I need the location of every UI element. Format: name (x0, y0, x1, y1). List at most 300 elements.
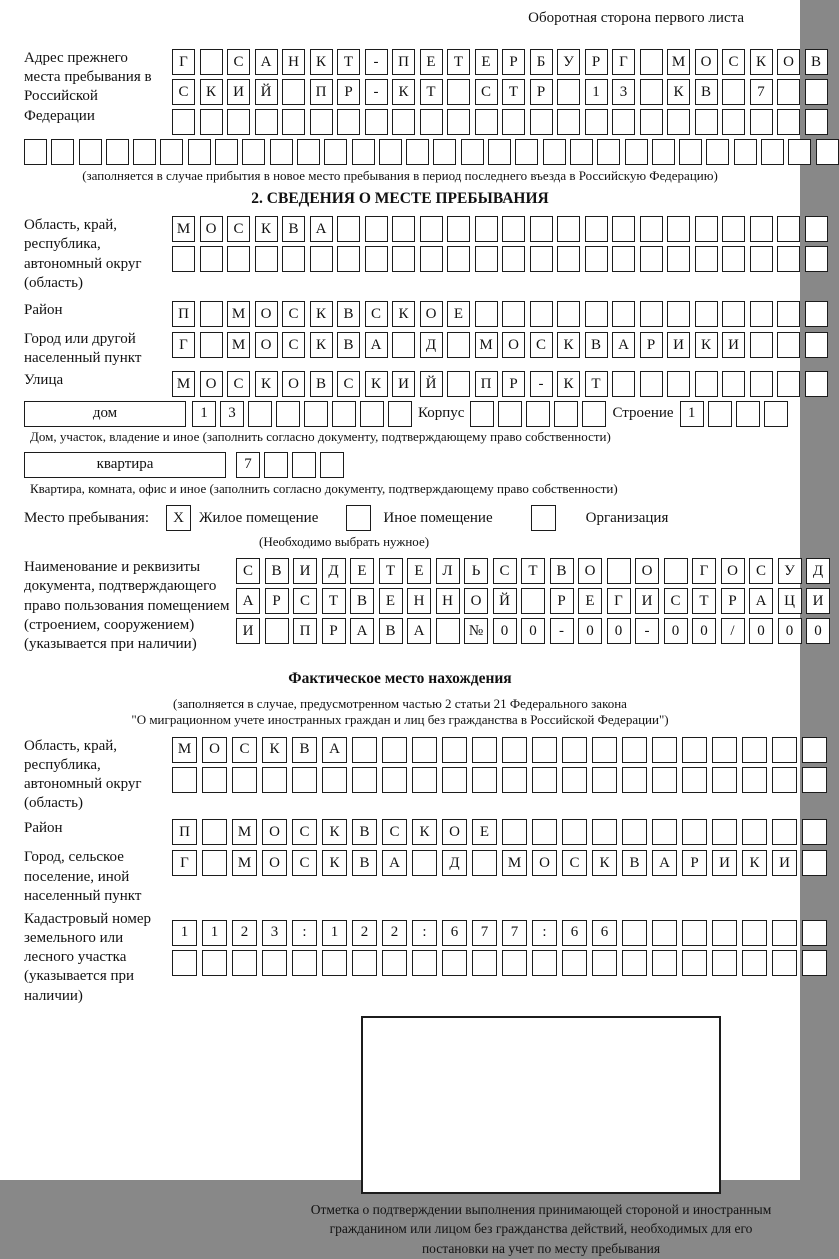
form-cell[interactable] (750, 246, 773, 272)
form-cell[interactable]: 3 (612, 79, 635, 105)
form-cell[interactable] (612, 301, 635, 327)
form-cell[interactable]: 0 (749, 618, 773, 644)
form-cell[interactable]: 6 (592, 920, 617, 946)
form-cell[interactable] (667, 301, 690, 327)
form-cell[interactable] (557, 301, 580, 327)
form-cell[interactable]: С (282, 332, 305, 358)
form-cell[interactable]: К (255, 371, 278, 397)
form-cell[interactable] (447, 79, 470, 105)
form-cell[interactable] (622, 950, 647, 976)
form-cell[interactable]: С (292, 819, 317, 845)
form-cell[interactable] (502, 246, 525, 272)
form-cell[interactable] (562, 737, 587, 763)
form-cell[interactable]: К (255, 216, 278, 242)
checkbox-organizatsiya[interactable] (531, 505, 556, 531)
form-cell[interactable] (360, 401, 384, 427)
form-cell[interactable] (772, 767, 797, 793)
form-cell[interactable] (712, 737, 737, 763)
form-cell[interactable]: К (557, 371, 580, 397)
form-cell[interactable] (227, 246, 250, 272)
form-cell[interactable] (320, 452, 344, 478)
form-cell[interactable] (562, 819, 587, 845)
form-cell[interactable] (337, 246, 360, 272)
form-cell[interactable] (772, 737, 797, 763)
form-cell[interactable]: Е (475, 49, 498, 75)
form-cell[interactable] (557, 246, 580, 272)
form-cell[interactable] (502, 950, 527, 976)
form-cell[interactable] (227, 109, 250, 135)
form-cell[interactable]: Р (585, 49, 608, 75)
form-cell[interactable]: 1 (202, 920, 227, 946)
form-cell[interactable]: М (227, 332, 250, 358)
form-cell[interactable]: О (777, 49, 800, 75)
form-cell[interactable] (530, 246, 553, 272)
form-cell[interactable] (612, 371, 635, 397)
form-cell[interactable] (322, 767, 347, 793)
form-cell[interactable] (436, 618, 460, 644)
form-cell[interactable]: О (442, 819, 467, 845)
form-cell[interactable]: К (742, 850, 767, 876)
form-cell[interactable]: С (493, 558, 517, 584)
form-cell[interactable] (232, 767, 257, 793)
form-cell[interactable]: Й (255, 79, 278, 105)
form-cell[interactable] (532, 819, 557, 845)
form-cell[interactable]: Н (436, 588, 460, 614)
form-cell[interactable] (592, 737, 617, 763)
form-cell[interactable]: С (172, 79, 195, 105)
form-cell[interactable]: Р (721, 588, 745, 614)
form-cell[interactable] (292, 950, 317, 976)
form-cell[interactable] (255, 109, 278, 135)
form-cell[interactable]: Й (493, 588, 517, 614)
form-cell[interactable] (582, 401, 606, 427)
form-cell[interactable] (640, 301, 663, 327)
form-cell[interactable] (502, 216, 525, 242)
form-cell[interactable]: Р (322, 618, 346, 644)
form-cell[interactable] (412, 737, 437, 763)
form-cell[interactable]: Е (472, 819, 497, 845)
form-cell[interactable]: А (407, 618, 431, 644)
form-cell[interactable] (172, 767, 197, 793)
form-cell[interactable]: К (392, 301, 415, 327)
form-cell[interactable] (200, 301, 223, 327)
form-cell[interactable]: И (236, 618, 260, 644)
form-cell[interactable]: 0 (664, 618, 688, 644)
checkbox-zhiloe-pomeshchenie[interactable]: X (166, 505, 191, 531)
form-cell[interactable]: П (392, 49, 415, 75)
form-cell[interactable]: Г (612, 49, 635, 75)
form-cell[interactable] (652, 737, 677, 763)
form-cell[interactable]: П (172, 819, 197, 845)
form-cell[interactable]: О (262, 850, 287, 876)
form-cell[interactable] (202, 850, 227, 876)
form-cell[interactable]: С (232, 737, 257, 763)
form-cell[interactable] (622, 920, 647, 946)
form-cell[interactable]: - (365, 49, 388, 75)
form-cell[interactable]: Д (420, 332, 443, 358)
form-cell[interactable]: Н (407, 588, 431, 614)
form-cell[interactable] (530, 216, 553, 242)
form-cell[interactable]: - (635, 618, 659, 644)
form-cell[interactable] (772, 920, 797, 946)
form-cell[interactable]: Е (578, 588, 602, 614)
form-cell[interactable]: Р (682, 850, 707, 876)
form-cell[interactable] (292, 452, 316, 478)
form-cell[interactable]: П (310, 79, 333, 105)
form-cell[interactable]: М (667, 49, 690, 75)
form-cell[interactable] (502, 737, 527, 763)
form-cell[interactable] (722, 371, 745, 397)
form-cell[interactable] (200, 109, 223, 135)
form-cell[interactable] (802, 767, 827, 793)
form-cell[interactable] (750, 301, 773, 327)
form-cell[interactable] (777, 246, 800, 272)
form-cell[interactable] (802, 819, 827, 845)
form-cell[interactable] (722, 216, 745, 242)
form-cell[interactable] (188, 139, 211, 165)
form-cell[interactable]: Т (322, 588, 346, 614)
form-cell[interactable]: У (557, 49, 580, 75)
form-cell[interactable]: В (805, 49, 828, 75)
form-cell[interactable]: Т (692, 588, 716, 614)
form-cell[interactable] (554, 401, 578, 427)
form-cell[interactable]: Г (172, 332, 195, 358)
form-cell[interactable]: С (236, 558, 260, 584)
form-cell[interactable] (777, 109, 800, 135)
form-cell[interactable] (447, 246, 470, 272)
form-cell[interactable] (722, 109, 745, 135)
form-cell[interactable] (777, 371, 800, 397)
form-cell[interactable] (365, 246, 388, 272)
form-cell[interactable]: И (712, 850, 737, 876)
form-cell[interactable]: : (412, 920, 437, 946)
form-cell[interactable]: К (695, 332, 718, 358)
form-cell[interactable]: Г (607, 588, 631, 614)
form-cell[interactable] (447, 109, 470, 135)
form-cell[interactable] (772, 819, 797, 845)
form-cell[interactable]: О (635, 558, 659, 584)
form-cell[interactable] (585, 246, 608, 272)
form-cell[interactable]: 2 (232, 920, 257, 946)
form-cell[interactable]: Р (640, 332, 663, 358)
form-cell[interactable] (379, 139, 402, 165)
form-cell[interactable] (612, 216, 635, 242)
form-cell[interactable]: Р (530, 79, 553, 105)
form-cell[interactable]: О (200, 371, 223, 397)
form-cell[interactable]: М (502, 850, 527, 876)
form-cell[interactable] (264, 452, 288, 478)
form-cell[interactable]: Г (172, 49, 195, 75)
form-cell[interactable] (742, 920, 767, 946)
form-cell[interactable] (270, 139, 293, 165)
form-cell[interactable] (712, 767, 737, 793)
form-cell[interactable] (200, 332, 223, 358)
form-cell[interactable]: И (772, 850, 797, 876)
form-cell[interactable] (382, 950, 407, 976)
form-cell[interactable]: Т (585, 371, 608, 397)
form-cell[interactable] (679, 139, 702, 165)
form-cell[interactable]: Д (442, 850, 467, 876)
form-cell[interactable]: Е (407, 558, 431, 584)
form-cell[interactable]: 0 (493, 618, 517, 644)
form-cell[interactable] (24, 139, 47, 165)
form-cell[interactable] (433, 139, 456, 165)
form-cell[interactable]: Р (502, 371, 525, 397)
form-cell[interactable]: С (562, 850, 587, 876)
form-cell[interactable] (502, 301, 525, 327)
form-cell[interactable] (532, 737, 557, 763)
form-cell[interactable] (337, 216, 360, 242)
form-cell[interactable] (160, 139, 183, 165)
form-cell[interactable]: Л (436, 558, 460, 584)
form-cell[interactable]: 7 (236, 452, 260, 478)
form-cell[interactable] (310, 246, 333, 272)
form-cell[interactable] (742, 737, 767, 763)
form-cell[interactable]: У (778, 558, 802, 584)
form-cell[interactable]: Д (322, 558, 346, 584)
form-cell[interactable] (447, 332, 470, 358)
form-cell[interactable] (498, 401, 522, 427)
form-cell[interactable]: 1 (322, 920, 347, 946)
form-cell[interactable] (652, 819, 677, 845)
form-cell[interactable]: Ь (464, 558, 488, 584)
form-cell[interactable] (802, 850, 827, 876)
form-cell[interactable]: Т (521, 558, 545, 584)
form-cell[interactable] (592, 767, 617, 793)
form-cell[interactable]: М (232, 819, 257, 845)
form-cell[interactable] (742, 767, 767, 793)
form-cell[interactable] (557, 79, 580, 105)
form-cell[interactable] (788, 139, 811, 165)
form-cell[interactable]: 0 (778, 618, 802, 644)
form-cell[interactable]: С (722, 49, 745, 75)
form-cell[interactable] (734, 139, 757, 165)
form-cell[interactable]: 3 (220, 401, 244, 427)
form-cell[interactable] (420, 216, 443, 242)
form-cell[interactable]: Р (265, 588, 289, 614)
form-cell[interactable] (592, 950, 617, 976)
form-cell[interactable]: 2 (382, 920, 407, 946)
form-cell[interactable] (682, 819, 707, 845)
form-cell[interactable] (802, 950, 827, 976)
form-cell[interactable]: В (292, 737, 317, 763)
form-cell[interactable]: Д (806, 558, 830, 584)
form-cell[interactable]: С (293, 588, 317, 614)
form-cell[interactable]: 1 (192, 401, 216, 427)
form-cell[interactable]: А (236, 588, 260, 614)
form-cell[interactable] (557, 216, 580, 242)
form-cell[interactable] (352, 139, 375, 165)
form-cell[interactable]: О (282, 371, 305, 397)
form-cell[interactable] (202, 767, 227, 793)
form-cell[interactable] (805, 332, 828, 358)
form-cell[interactable]: В (352, 819, 377, 845)
form-cell[interactable]: А (255, 49, 278, 75)
form-cell[interactable] (488, 139, 511, 165)
form-cell[interactable]: 2 (352, 920, 377, 946)
form-cell[interactable]: С (530, 332, 553, 358)
form-cell[interactable]: Г (692, 558, 716, 584)
form-cell[interactable] (352, 767, 377, 793)
form-cell[interactable]: М (227, 301, 250, 327)
form-cell[interactable]: К (310, 301, 333, 327)
form-cell[interactable]: : (532, 920, 557, 946)
form-cell[interactable] (695, 246, 718, 272)
form-cell[interactable] (722, 301, 745, 327)
form-cell[interactable]: С (365, 301, 388, 327)
form-cell[interactable]: 0 (521, 618, 545, 644)
form-cell[interactable] (365, 216, 388, 242)
form-cell[interactable] (392, 109, 415, 135)
form-cell[interactable] (802, 920, 827, 946)
form-cell[interactable]: В (695, 79, 718, 105)
form-cell[interactable] (472, 767, 497, 793)
form-cell[interactable] (652, 139, 675, 165)
form-cell[interactable] (750, 371, 773, 397)
form-cell[interactable]: 7 (472, 920, 497, 946)
form-cell[interactable]: М (172, 371, 195, 397)
form-cell[interactable] (761, 139, 784, 165)
form-cell[interactable]: С (337, 371, 360, 397)
form-cell[interactable] (777, 301, 800, 327)
form-cell[interactable]: 7 (750, 79, 773, 105)
form-cell[interactable]: В (337, 301, 360, 327)
form-cell[interactable] (502, 767, 527, 793)
form-cell[interactable] (475, 109, 498, 135)
form-cell[interactable]: А (749, 588, 773, 614)
form-cell[interactable]: В (337, 332, 360, 358)
form-cell[interactable]: / (721, 618, 745, 644)
form-cell[interactable]: К (322, 819, 347, 845)
form-cell[interactable]: О (502, 332, 525, 358)
form-cell[interactable]: К (365, 371, 388, 397)
form-cell[interactable]: Т (447, 49, 470, 75)
form-cell[interactable] (412, 767, 437, 793)
form-cell[interactable]: О (464, 588, 488, 614)
form-cell[interactable] (805, 301, 828, 327)
form-cell[interactable] (695, 109, 718, 135)
form-cell[interactable] (750, 332, 773, 358)
form-cell[interactable] (742, 819, 767, 845)
form-cell[interactable]: - (550, 618, 574, 644)
form-cell[interactable] (667, 216, 690, 242)
form-cell[interactable] (612, 246, 635, 272)
checkbox-inoe-pomeshchenie[interactable] (346, 505, 371, 531)
form-cell[interactable]: И (635, 588, 659, 614)
form-cell[interactable]: А (365, 332, 388, 358)
form-cell[interactable]: Н (282, 49, 305, 75)
form-cell[interactable]: А (350, 618, 374, 644)
form-cell[interactable] (310, 109, 333, 135)
form-cell[interactable] (530, 301, 553, 327)
form-cell[interactable]: К (392, 79, 415, 105)
form-cell[interactable]: В (265, 558, 289, 584)
form-cell[interactable]: В (352, 850, 377, 876)
form-cell[interactable] (805, 109, 828, 135)
form-cell[interactable] (695, 301, 718, 327)
form-cell[interactable] (202, 819, 227, 845)
form-cell[interactable] (622, 737, 647, 763)
form-cell[interactable]: 1 (680, 401, 704, 427)
form-cell[interactable] (442, 767, 467, 793)
form-cell[interactable] (652, 767, 677, 793)
form-cell[interactable] (392, 332, 415, 358)
form-cell[interactable]: К (262, 737, 287, 763)
form-cell[interactable] (337, 109, 360, 135)
form-cell[interactable] (682, 737, 707, 763)
form-cell[interactable]: О (200, 216, 223, 242)
form-cell[interactable] (447, 371, 470, 397)
form-cell[interactable] (695, 216, 718, 242)
form-cell[interactable] (585, 216, 608, 242)
form-cell[interactable] (255, 246, 278, 272)
form-cell[interactable]: Е (447, 301, 470, 327)
form-cell[interactable]: Ц (778, 588, 802, 614)
form-cell[interactable] (475, 301, 498, 327)
form-cell[interactable]: А (652, 850, 677, 876)
form-cell[interactable] (722, 79, 745, 105)
form-cell[interactable] (805, 371, 828, 397)
form-cell[interactable]: 0 (806, 618, 830, 644)
form-cell[interactable]: : (292, 920, 317, 946)
form-cell[interactable] (667, 109, 690, 135)
form-cell[interactable] (526, 401, 550, 427)
form-cell[interactable]: К (322, 850, 347, 876)
form-cell[interactable]: О (255, 332, 278, 358)
form-cell[interactable] (475, 216, 498, 242)
form-cell[interactable] (322, 950, 347, 976)
form-cell[interactable] (777, 79, 800, 105)
form-cell[interactable]: 0 (607, 618, 631, 644)
form-cell[interactable] (585, 301, 608, 327)
form-cell[interactable] (324, 139, 347, 165)
form-cell[interactable]: 0 (578, 618, 602, 644)
form-cell[interactable] (562, 767, 587, 793)
form-cell[interactable] (392, 246, 415, 272)
form-cell[interactable]: В (585, 332, 608, 358)
form-cell[interactable]: Б (530, 49, 553, 75)
form-cell[interactable]: Г (172, 850, 197, 876)
form-cell[interactable]: - (365, 79, 388, 105)
form-cell[interactable] (667, 371, 690, 397)
form-cell[interactable]: Т (337, 49, 360, 75)
form-cell[interactable] (292, 767, 317, 793)
form-cell[interactable]: 0 (692, 618, 716, 644)
form-cell[interactable] (664, 558, 688, 584)
form-cell[interactable] (772, 950, 797, 976)
form-cell[interactable] (420, 109, 443, 135)
form-cell[interactable]: И (293, 558, 317, 584)
form-cell[interactable] (530, 109, 553, 135)
form-cell[interactable]: В (550, 558, 574, 584)
form-cell[interactable]: П (172, 301, 195, 327)
form-cell[interactable] (172, 950, 197, 976)
form-cell[interactable]: О (202, 737, 227, 763)
form-cell[interactable] (51, 139, 74, 165)
form-cell[interactable] (248, 401, 272, 427)
form-cell[interactable] (682, 950, 707, 976)
form-cell[interactable]: Й (420, 371, 443, 397)
form-cell[interactable] (652, 920, 677, 946)
form-cell[interactable] (612, 109, 635, 135)
form-cell[interactable]: И (227, 79, 250, 105)
form-cell[interactable] (543, 139, 566, 165)
form-cell[interactable] (805, 246, 828, 272)
form-cell[interactable]: М (232, 850, 257, 876)
form-cell[interactable] (607, 558, 631, 584)
form-cell[interactable]: 6 (442, 920, 467, 946)
form-cell[interactable] (750, 109, 773, 135)
